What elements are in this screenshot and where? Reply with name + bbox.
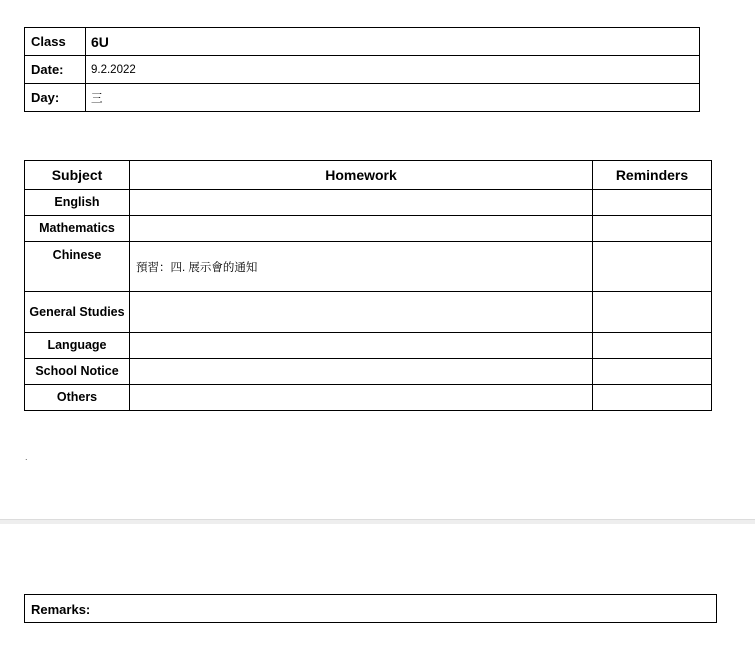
homework-cell[interactable] (130, 359, 593, 385)
class-value: 6U (86, 28, 700, 56)
reminders-cell[interactable] (593, 333, 712, 359)
reminders-cell[interactable] (593, 359, 712, 385)
subject-cell: Others (25, 385, 130, 411)
homework-cell[interactable] (130, 385, 593, 411)
subject-cell: Mathematics (25, 216, 130, 242)
page-break-divider (0, 519, 755, 524)
homework-cell[interactable] (130, 292, 593, 333)
reminders-cell[interactable] (593, 292, 712, 333)
table-row (25, 242, 712, 292)
day-label: Day: (25, 84, 86, 112)
homework-cell[interactable] (130, 333, 593, 359)
reminders-cell[interactable] (593, 190, 712, 216)
table-row (25, 359, 712, 385)
class-label: Class (25, 28, 86, 56)
reminders-cell[interactable] (593, 385, 712, 411)
reminders-cell[interactable] (593, 242, 712, 292)
class-row (25, 28, 700, 56)
reminders-cell[interactable] (593, 216, 712, 242)
date-row (25, 56, 700, 84)
stray-mark: . (25, 452, 28, 462)
table-row (25, 385, 712, 411)
homework-table (24, 160, 712, 411)
class-info-table (24, 27, 700, 112)
remarks-box[interactable] (24, 594, 717, 623)
date-value: 9.2.2022 (86, 56, 700, 84)
date-label: Date: (25, 56, 86, 84)
reminders-header: Reminders (593, 161, 712, 190)
table-row (25, 216, 712, 242)
table-row (25, 190, 712, 216)
subject-header: Subject (25, 161, 130, 190)
remarks-label: Remarks: (31, 602, 91, 617)
table-row (25, 333, 712, 359)
subject-cell: School Notice (25, 359, 130, 385)
day-row (25, 84, 700, 112)
homework-cell[interactable] (130, 216, 593, 242)
subject-cell: General Studies (25, 292, 130, 333)
homework-cell[interactable]: 預習：四. 展示會的通知 (130, 242, 593, 292)
subject-cell: English (25, 190, 130, 216)
table-row (25, 292, 712, 333)
subject-cell: Chinese (25, 242, 130, 292)
subject-cell: Language (25, 333, 130, 359)
homework-header: Homework (130, 161, 593, 190)
homework-cell[interactable] (130, 190, 593, 216)
day-value: 三 (86, 84, 700, 112)
homework-header-row (25, 161, 712, 190)
